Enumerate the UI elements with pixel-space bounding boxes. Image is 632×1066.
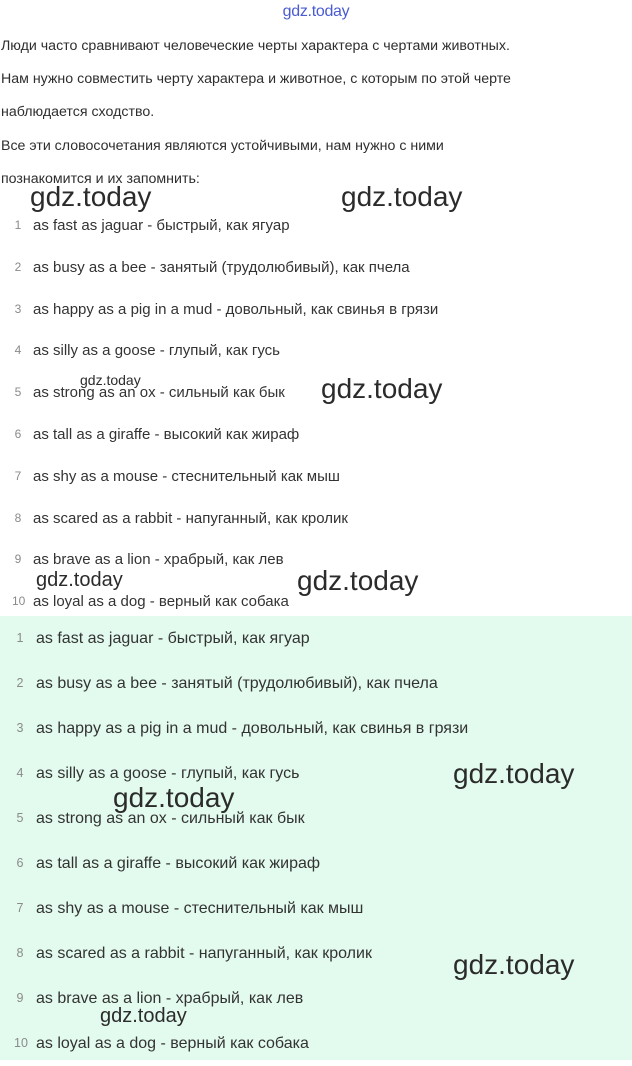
- watermark: gdz.today: [36, 569, 123, 591]
- list-item: [0, 456, 632, 498]
- item-text: as scared as a rabbit - напуганный, как кролик: [33, 509, 348, 527]
- item-text: as strong as an ox - сильный как бык: [33, 384, 285, 402]
- item-number: 7: [14, 468, 22, 483]
- item-number: 5: [14, 385, 22, 400]
- list-item: [0, 751, 632, 796]
- list-item: [0, 539, 632, 581]
- item-text: as tall as a giraffe - высокий как жираф: [33, 425, 300, 443]
- item-number: 8: [14, 510, 22, 525]
- item-text: as scared as a rabbit - напуганный, как кролик: [36, 945, 372, 962]
- item-number: 7: [16, 901, 24, 915]
- item-text: as shy as a mouse - стеснительный как мыш: [36, 900, 364, 917]
- item-number: 5: [16, 811, 24, 825]
- item-number: 6: [16, 856, 24, 870]
- answer-list: [0, 616, 632, 1066]
- answer-panel: [0, 616, 632, 1060]
- watermark: gdz.today: [453, 949, 575, 980]
- item-number: 10: [14, 1036, 28, 1050]
- item-number: 1: [14, 218, 22, 232]
- list-item: [0, 616, 632, 661]
- list-item: [0, 330, 632, 372]
- list-item: [0, 414, 632, 456]
- item-number: 2: [14, 259, 22, 274]
- phrase-list: [0, 205, 632, 623]
- intro-line: познакомится и их запомнить:: [1, 170, 200, 187]
- watermark: gdz.today: [453, 758, 575, 789]
- intro-text: [1, 30, 629, 196]
- item-text: as shy as a mouse - стеснительный как мыш: [33, 467, 340, 485]
- watermark: gdz.today: [297, 565, 419, 596]
- site-logo[interactable]: gdz.today: [282, 3, 350, 20]
- watermark: gdz.today: [321, 373, 443, 404]
- list-item: [0, 796, 632, 841]
- item-text: as brave as a lion - храбрый, как лев: [36, 990, 304, 1007]
- item-number: 9: [16, 991, 24, 1005]
- intro-line: Все эти словосочетания являются устойчивыми, нам нужно с ними: [1, 137, 444, 154]
- item-number: 4: [16, 766, 24, 780]
- item-number: 3: [14, 301, 22, 316]
- item-text: as happy as a pig in a mud - довольный, как свинья в грязи: [36, 720, 469, 737]
- list-item: [0, 931, 632, 976]
- item-text: as loyal as a dog - верный как собака: [33, 593, 289, 611]
- list-item: [0, 841, 632, 886]
- item-text: as silly as a goose - глупый, как гусь: [33, 342, 280, 360]
- item-text: as fast as jaguar - быстрый, как ягуар: [36, 630, 310, 647]
- item-number: 6: [14, 426, 22, 441]
- list-item: [0, 886, 632, 931]
- watermark: gdz.today: [100, 1005, 187, 1027]
- item-number: 2: [16, 676, 24, 690]
- list-item: [0, 498, 632, 540]
- item-number: 9: [14, 552, 22, 567]
- watermark: gdz.today: [30, 181, 152, 212]
- list-item: [0, 289, 632, 331]
- item-text: as happy as a pig in a mud - довольный, как свинья в грязи: [33, 300, 439, 318]
- watermark: gdz.today: [341, 181, 463, 212]
- item-text: as silly as a goose - глупый, как гусь: [36, 765, 300, 782]
- list-item: [0, 372, 632, 414]
- item-text: as tall as a giraffe - высокий как жираф: [36, 855, 321, 872]
- list-item: [0, 976, 632, 1021]
- item-text: as brave as a lion - храбрый, как лев: [33, 551, 284, 569]
- list-item: [0, 247, 632, 289]
- item-number: 3: [16, 721, 24, 735]
- list-item: [0, 205, 632, 247]
- item-text: as busy as a bee - занятый (трудолюбивый), как пчела: [33, 258, 410, 276]
- watermark: gdz.today: [80, 372, 141, 388]
- item-number: 10: [12, 594, 26, 609]
- item-number: 4: [14, 343, 22, 358]
- intro-line: наблюдается сходство.: [1, 104, 155, 121]
- item-text: as fast as jaguar - быстрый, как ягуар: [33, 217, 290, 234]
- intro-line: Нам нужно совместить черту характера и животное, с которым по этой черте: [1, 71, 511, 88]
- item-number: 8: [16, 946, 24, 960]
- list-item: [0, 661, 632, 706]
- item-text: as busy as a bee - занятый (трудолюбивый), как пчела: [36, 675, 438, 692]
- item-text: as strong as an ox - сильный как бык: [36, 810, 305, 827]
- intro-line: Люди часто сравнивают человеческие черты характера с чертами животных.: [1, 38, 510, 54]
- item-number: 1: [16, 631, 24, 645]
- item-text: as loyal as a dog - верный как собака: [36, 1035, 309, 1052]
- list-item: [0, 1021, 632, 1066]
- list-item: [0, 706, 632, 751]
- watermark: gdz.today: [113, 782, 235, 813]
